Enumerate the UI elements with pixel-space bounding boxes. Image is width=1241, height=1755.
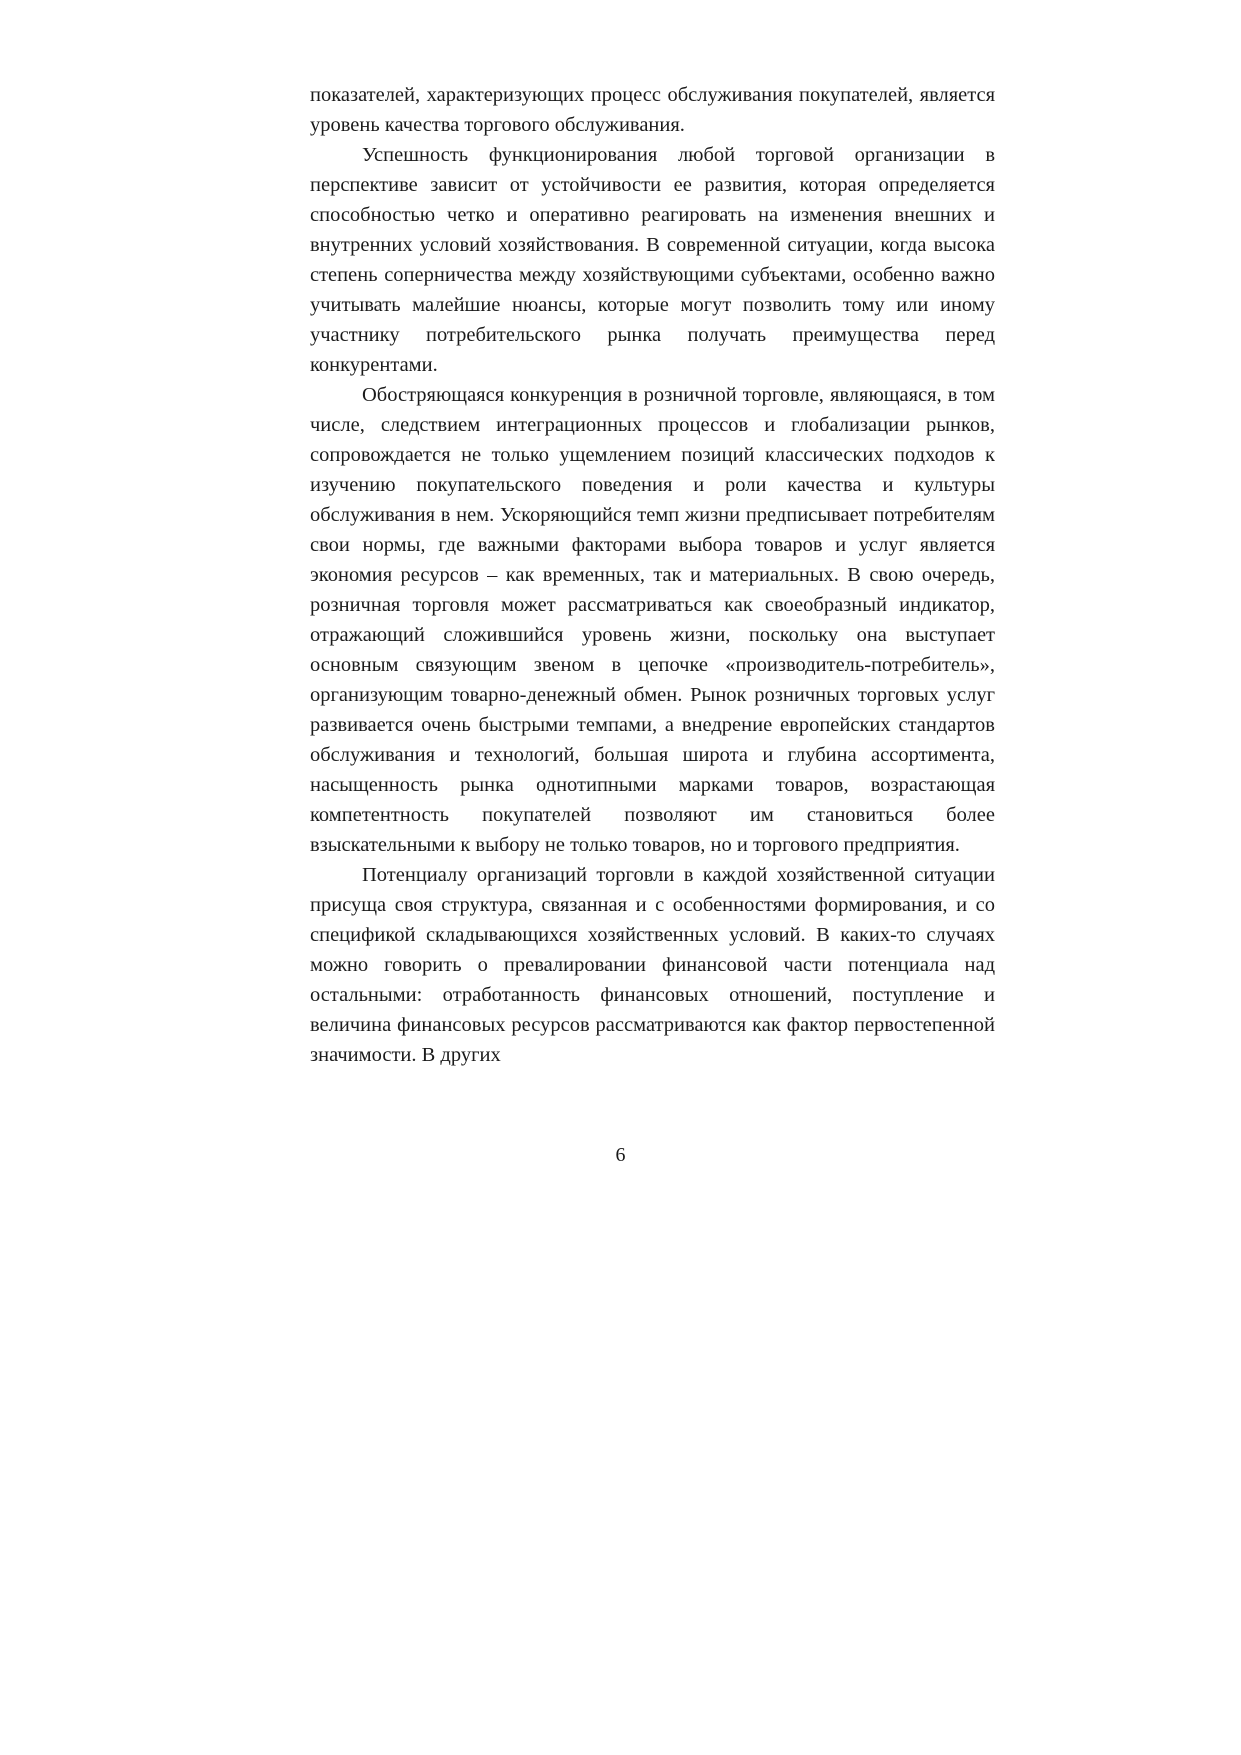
body-text — [310, 80, 995, 1070]
paragraph-2: Успешность функционирования любой торговой организации в перспективе зависит от устойчивости ее развития, которая определяется способностью четко и оперативно реагировать на изменения внешних и внутренних условий хозяйствования. В современной ситуации, когда высока степень соперничества между хозяйствующими субъектами, особенно важно учитывать малейшие нюансы, которые могут позволить тому или иному участнику потребительского рынка получать преимущества перед конкурентами. — [310, 144, 995, 376]
page-number: 6 — [615, 1144, 626, 1166]
paragraph-1: показателей, характеризующих процесс обслуживания покупателей, является уровень качества торгового обслуживания. — [310, 84, 995, 136]
paragraph-3: Обостряющаяся конкуренция в розничной торговле, являющаяся, в том числе, следствием интеграционных процессов и глобализации рынков, сопровождается не только ущемлением позиций классических подходов к изучению покупательского поведения и роли качества и культуры обслуживания в нем. Ускоряющийся темп жизни предписывает потребителям свои нормы, где важными факторами выбора товаров и услуг является экономия ресурсов – как временных, так и материальных. В свою очередь, розничная торговля может рассматриваться как своеобразный индикатор, отражающий сложившийся уровень жизни, поскольку она выступает основным связующим звеном в цепочке «производитель-потребитель», организующим товарно-денежный обмен. Рынок розничных торговых услуг развивается очень быстрыми темпами, а внедрение европейских стандартов обслуживания и технологий, большая широта и глубина ассортимента, насыщенность рынка однотипными марками товаров, возрастающая компетентность покупателей позволяют им становиться более взыскательными к выбору не только товаров, но и торгового предприятия. — [310, 384, 995, 856]
paragraph-4: Потенциалу организаций торговли в каждой хозяйственной ситуации присуща своя структура, связанная и с особенностями формирования, и со спецификой складывающихся хозяйственных условий. В каких-то случаях можно говорить о превалировании финансовой части потенциала над остальными: отработанность финансовых отношений, поступление и величина финансовых ресурсов рассматриваются как фактор первостепенной значимости. В других — [310, 864, 995, 1066]
